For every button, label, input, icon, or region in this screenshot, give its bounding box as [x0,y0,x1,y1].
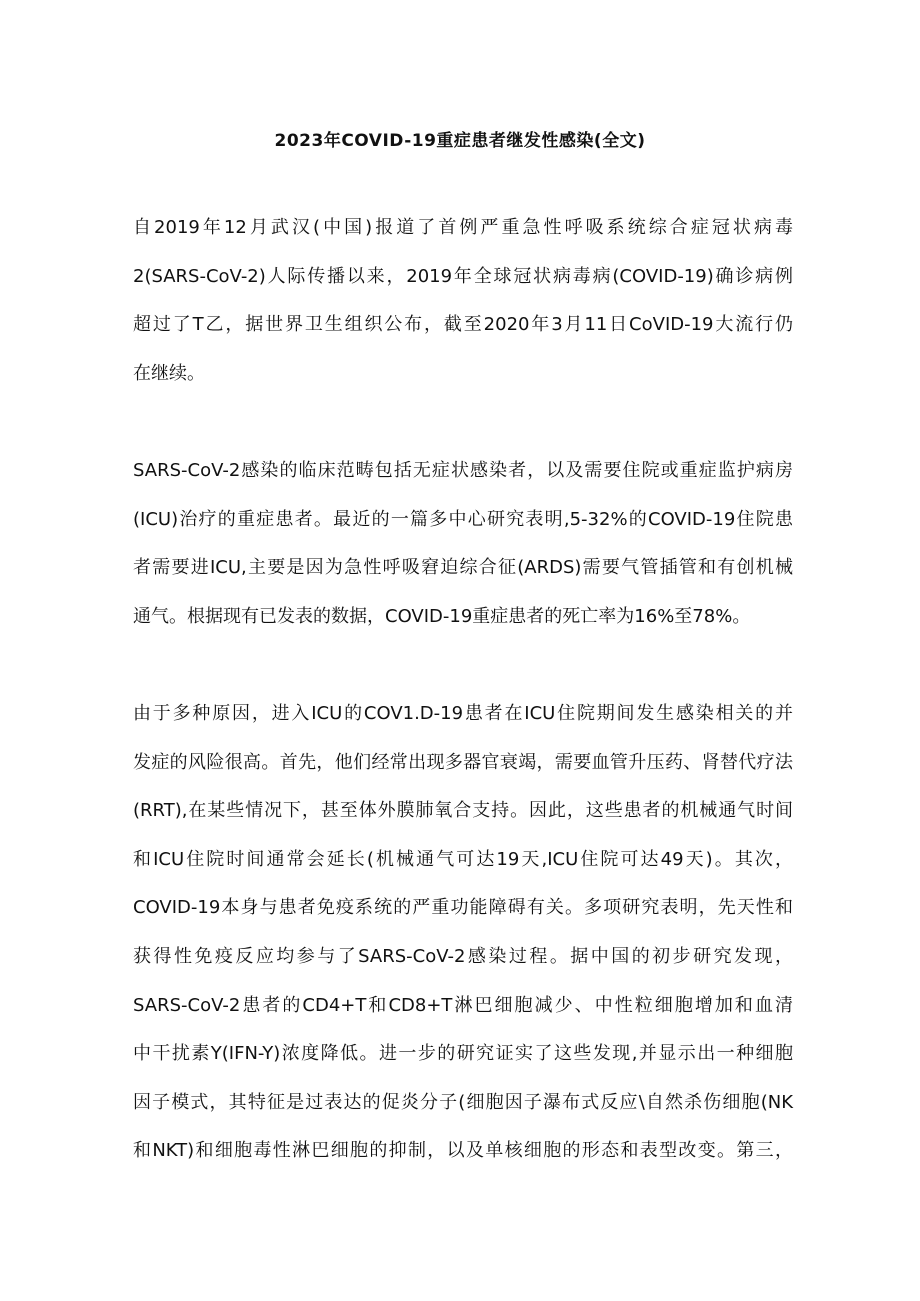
paragraph-line: 者需要进ICU,主要是因为急性呼吸窘迫综合征(ARDS)需要气管插管和有创机械 [133,557,793,579]
paragraph-line: (RRT),在某些情况下，甚至体外膜肺氧合支持。因此，这些患者的机械通气时间 [133,800,793,822]
paragraph-line: SARS-CoV-2患者的CD4+T和CD8+T淋巴细胞减少、中性粒细胞增加和血清 [133,994,793,1016]
paragraph-line: COVID-19本身与患者免疫系统的严重功能障碍有关。多项研究表明，先天性和 [133,897,793,919]
paragraph-line: 中干扰素Y(IFN-Y)浓度降低。进一步的研究证实了这些发现,并显示出一种细胞 [133,1043,793,1065]
paragraph-3 [133,699,793,1185]
paragraph-2 [133,456,793,650]
paragraph-line: 自2019年12月武汉(中国)报道了首例严重急性呼吸系统综合症冠状病毒 [133,217,793,238]
paragraph-line: (ICU)治疗的重症患者。最近的一篇多中心研究表明,5-32%的COVID-19住院患 [133,508,793,530]
paragraph-line: 和ICU住院时间通常会延长(机械通气可达19天,ICU住院可达49天)。其次， [133,848,793,870]
paragraph-line: 超过了T乙，据世界卫生组织公布，截至2020年3月11日CoVID-19大流行仍 [133,314,793,336]
paragraph-line: 发症的风险很高。首先，他们经常出现多器官衰竭，需要血管升压药、肾替代疗法 [133,751,793,773]
paragraph-1 [133,213,793,407]
paragraph-line: 和NKT)和细胞毒性淋巴细胞的抑制，以及单核细胞的形态和表型改变。第三， [133,1140,793,1162]
paragraph-line: SARS-CoV-2感染的临床范畴包括无症状感染者，以及需要住院或重症监护病房 [133,460,793,481]
document-title: 2023年COVID-19重症患者继发性感染(全文) [274,131,646,151]
paragraph-line: 获得性免疫反应均参与了SARS-CoV-2感染过程。据中国的初步研究发现， [133,945,793,967]
paragraph-line: 通气。根据现有已发表的数据，COVID-19重症患者的死亡率为16%至78%。 [133,605,751,627]
paragraph-line: 由于多种原因，进入ICU的COV1.D-19患者在ICU住院期间发生感染相关的并 [133,703,793,724]
paragraph-line: 因子模式，其特征是过表达的促炎分子(细胞因子瀑布式反应\自然杀伤细胞(NK [133,1091,793,1113]
paragraph-line: 2(SARS-CoV-2)人际传播以来，2019年全球冠状病毒病(COVID-19)确诊病例 [133,265,793,287]
paragraph-line: 在继续。 [133,362,205,384]
